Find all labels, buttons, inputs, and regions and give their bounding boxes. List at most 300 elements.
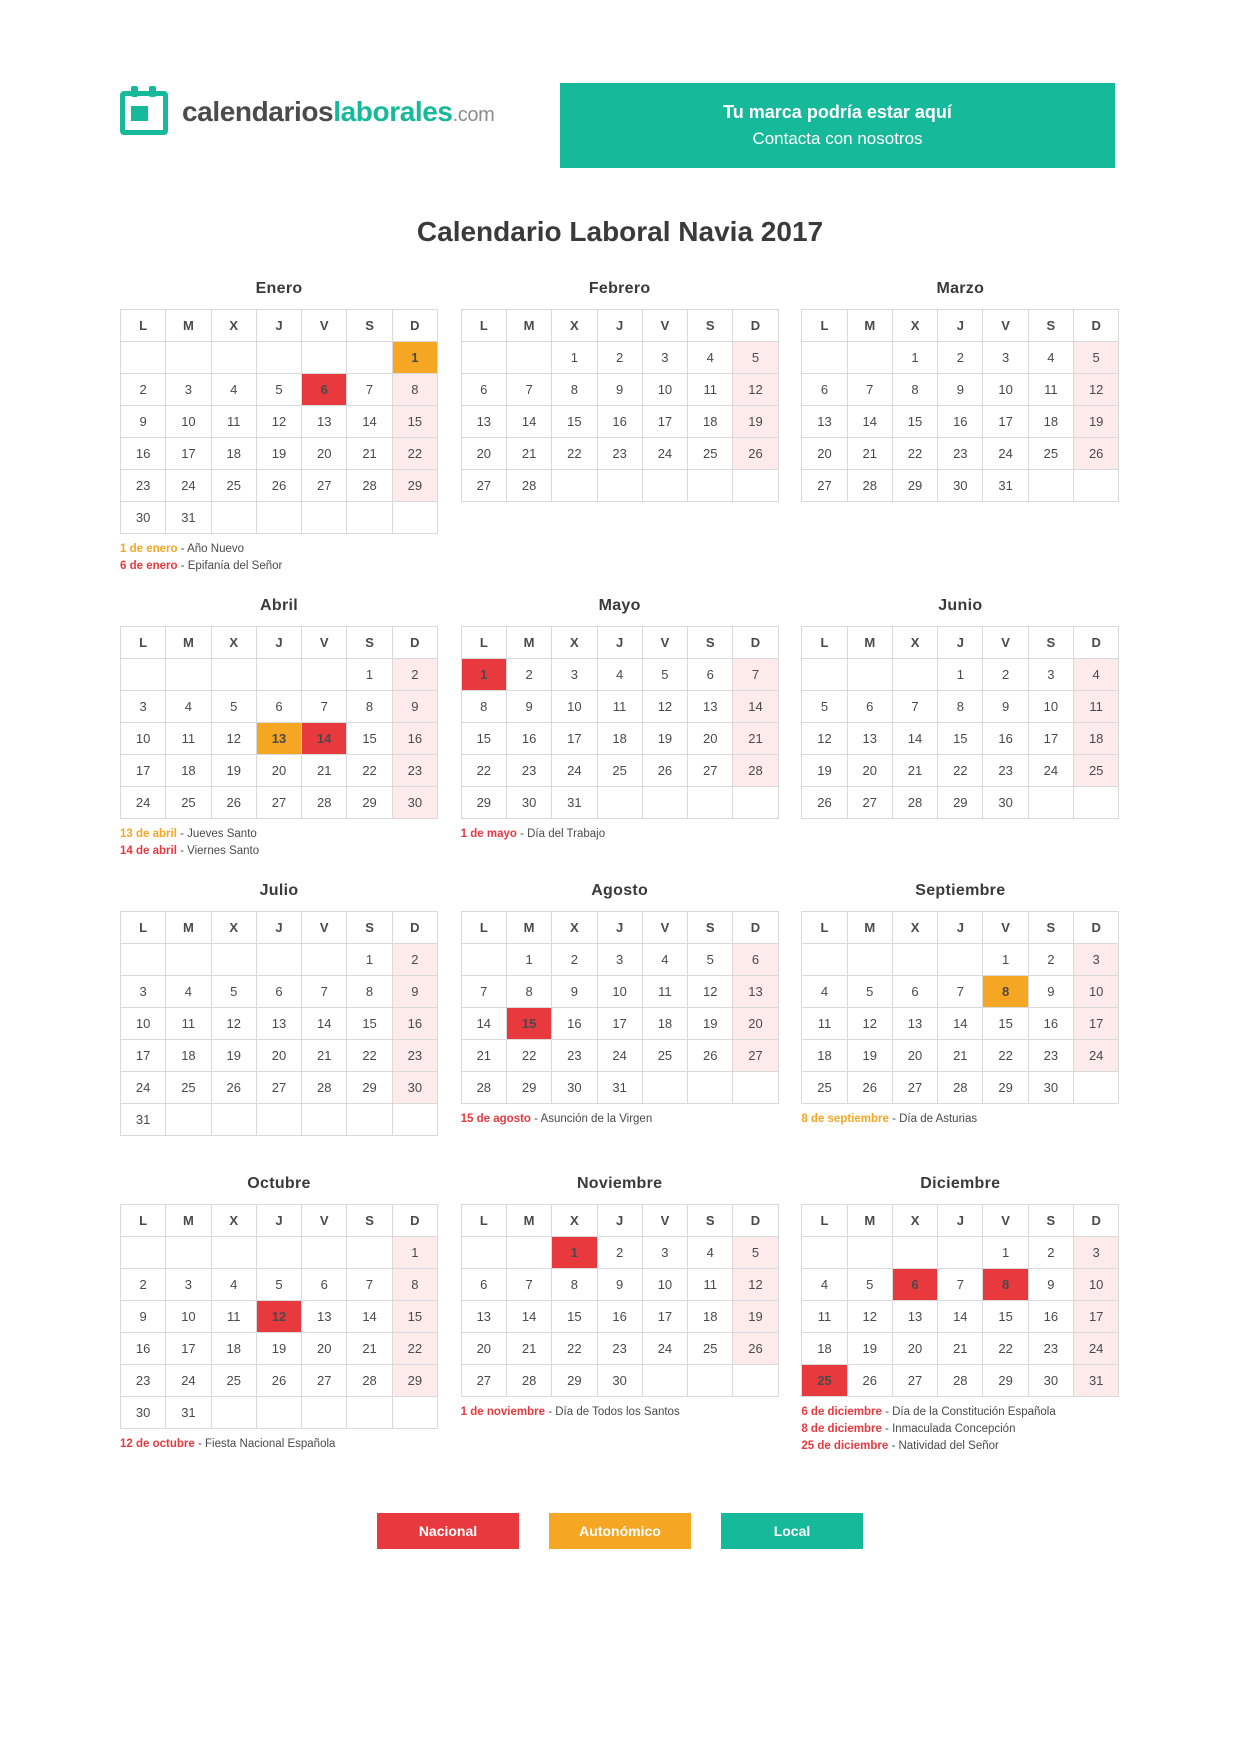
day-cell[interactable]: 9 [597,374,642,406]
holiday-day-cell[interactable]: 6 [302,374,347,406]
day-cell[interactable]: 24 [597,1040,642,1072]
day-cell[interactable]: 25 [802,1072,847,1104]
day-cell[interactable]: 2 [121,374,166,406]
day-cell[interactable]: 22 [552,438,597,470]
day-cell[interactable]: 24 [642,438,687,470]
day-cell[interactable]: 1 [347,944,392,976]
day-cell[interactable]: 14 [506,406,551,438]
day-cell[interactable]: 31 [166,502,211,534]
day-cell[interactable]: 18 [1028,406,1073,438]
day-cell[interactable]: 21 [302,755,347,787]
day-cell[interactable]: 20 [802,438,847,470]
day-cell[interactable]: 18 [688,1301,733,1333]
day-cell[interactable]: 25 [1028,438,1073,470]
day-cell[interactable]: 29 [552,1365,597,1397]
day-cell[interactable]: 4 [597,659,642,691]
day-cell[interactable]: 23 [552,1040,597,1072]
day-cell[interactable]: 24 [121,787,166,819]
day-cell[interactable]: 22 [347,755,392,787]
day-cell[interactable]: 4 [166,976,211,1008]
day-cell[interactable]: 14 [506,1301,551,1333]
holiday-day-cell[interactable]: 1 [392,342,437,374]
day-cell[interactable]: 5 [802,691,847,723]
day-cell[interactable]: 7 [938,1269,983,1301]
day-cell[interactable]: 3 [642,342,687,374]
day-cell[interactable]: 3 [597,944,642,976]
day-cell[interactable]: 15 [892,406,937,438]
day-cell[interactable]: 28 [461,1072,506,1104]
day-cell[interactable]: 18 [642,1008,687,1040]
day-cell[interactable]: 31 [552,787,597,819]
day-cell[interactable]: 18 [802,1333,847,1365]
day-cell[interactable]: 8 [392,1269,437,1301]
day-cell[interactable]: 11 [1074,691,1119,723]
day-cell[interactable]: 15 [392,406,437,438]
day-cell[interactable]: 11 [688,374,733,406]
day-cell[interactable]: 19 [256,438,301,470]
day-cell[interactable]: 2 [938,342,983,374]
day-cell[interactable]: 27 [461,1365,506,1397]
day-cell[interactable]: 1 [347,659,392,691]
day-cell[interactable]: 13 [256,1008,301,1040]
day-cell[interactable]: 22 [983,1333,1028,1365]
day-cell[interactable]: 26 [733,438,778,470]
day-cell[interactable]: 16 [392,723,437,755]
day-cell[interactable]: 21 [733,723,778,755]
day-cell[interactable]: 17 [597,1008,642,1040]
day-cell[interactable]: 2 [1028,944,1073,976]
day-cell[interactable]: 5 [847,976,892,1008]
day-cell[interactable]: 31 [1074,1365,1119,1397]
day-cell[interactable]: 28 [938,1072,983,1104]
day-cell[interactable]: 16 [597,1301,642,1333]
day-cell[interactable]: 19 [733,1301,778,1333]
day-cell[interactable]: 7 [733,659,778,691]
day-cell[interactable]: 18 [597,723,642,755]
legend-item-nacional[interactable]: Nacional [377,1513,519,1549]
day-cell[interactable]: 1 [506,944,551,976]
day-cell[interactable]: 19 [688,1008,733,1040]
day-cell[interactable]: 3 [121,691,166,723]
day-cell[interactable]: 16 [121,1333,166,1365]
day-cell[interactable]: 20 [461,438,506,470]
day-cell[interactable]: 21 [892,755,937,787]
day-cell[interactable]: 9 [121,406,166,438]
day-cell[interactable]: 9 [552,976,597,1008]
day-cell[interactable]: 29 [347,787,392,819]
day-cell[interactable]: 6 [256,691,301,723]
day-cell[interactable]: 2 [506,659,551,691]
day-cell[interactable]: 8 [392,374,437,406]
day-cell[interactable]: 3 [552,659,597,691]
day-cell[interactable]: 9 [1028,976,1073,1008]
day-cell[interactable]: 11 [211,406,256,438]
day-cell[interactable]: 30 [1028,1072,1073,1104]
day-cell[interactable]: 13 [302,406,347,438]
day-cell[interactable]: 21 [938,1333,983,1365]
holiday-day-cell[interactable]: 25 [802,1365,847,1397]
day-cell[interactable]: 10 [1028,691,1073,723]
day-cell[interactable]: 19 [211,1040,256,1072]
day-cell[interactable]: 6 [256,976,301,1008]
day-cell[interactable]: 8 [347,691,392,723]
day-cell[interactable]: 17 [121,755,166,787]
day-cell[interactable]: 8 [552,1269,597,1301]
day-cell[interactable]: 15 [552,406,597,438]
day-cell[interactable]: 31 [166,1397,211,1429]
day-cell[interactable]: 5 [256,1269,301,1301]
day-cell[interactable]: 26 [211,1072,256,1104]
day-cell[interactable]: 29 [347,1072,392,1104]
day-cell[interactable]: 21 [302,1040,347,1072]
day-cell[interactable]: 15 [983,1008,1028,1040]
day-cell[interactable]: 13 [892,1301,937,1333]
day-cell[interactable]: 7 [461,976,506,1008]
day-cell[interactable]: 26 [256,1365,301,1397]
day-cell[interactable]: 5 [688,944,733,976]
day-cell[interactable]: 10 [642,374,687,406]
day-cell[interactable]: 29 [461,787,506,819]
holiday-day-cell[interactable]: 1 [461,659,506,691]
day-cell[interactable]: 6 [847,691,892,723]
day-cell[interactable]: 29 [892,470,937,502]
day-cell[interactable]: 20 [461,1333,506,1365]
holiday-day-cell[interactable]: 14 [302,723,347,755]
day-cell[interactable]: 12 [847,1301,892,1333]
day-cell[interactable]: 23 [392,1040,437,1072]
day-cell[interactable]: 5 [256,374,301,406]
day-cell[interactable]: 7 [506,1269,551,1301]
day-cell[interactable]: 21 [347,1333,392,1365]
day-cell[interactable]: 20 [256,1040,301,1072]
day-cell[interactable]: 20 [847,755,892,787]
day-cell[interactable]: 4 [802,1269,847,1301]
day-cell[interactable]: 4 [688,342,733,374]
day-cell[interactable]: 12 [1074,374,1119,406]
day-cell[interactable]: 22 [392,1333,437,1365]
day-cell[interactable]: 13 [733,976,778,1008]
day-cell[interactable]: 21 [847,438,892,470]
day-cell[interactable]: 23 [597,1333,642,1365]
day-cell[interactable]: 25 [1074,755,1119,787]
day-cell[interactable]: 10 [552,691,597,723]
day-cell[interactable]: 11 [802,1301,847,1333]
day-cell[interactable]: 10 [1074,976,1119,1008]
day-cell[interactable]: 16 [983,723,1028,755]
day-cell[interactable]: 12 [802,723,847,755]
day-cell[interactable]: 15 [347,1008,392,1040]
day-cell[interactable]: 1 [392,1237,437,1269]
day-cell[interactable]: 23 [1028,1040,1073,1072]
day-cell[interactable]: 27 [847,787,892,819]
day-cell[interactable]: 6 [461,374,506,406]
day-cell[interactable]: 4 [1028,342,1073,374]
day-cell[interactable]: 14 [461,1008,506,1040]
day-cell[interactable]: 8 [347,976,392,1008]
day-cell[interactable]: 6 [892,976,937,1008]
day-cell[interactable]: 9 [392,976,437,1008]
day-cell[interactable]: 26 [1074,438,1119,470]
day-cell[interactable]: 3 [642,1237,687,1269]
holiday-day-cell[interactable]: 8 [983,1269,1028,1301]
day-cell[interactable]: 3 [166,1269,211,1301]
day-cell[interactable]: 30 [392,1072,437,1104]
day-cell[interactable]: 7 [938,976,983,1008]
day-cell[interactable]: 16 [121,438,166,470]
day-cell[interactable]: 17 [121,1040,166,1072]
day-cell[interactable]: 9 [1028,1269,1073,1301]
day-cell[interactable]: 22 [938,755,983,787]
day-cell[interactable]: 26 [802,787,847,819]
day-cell[interactable]: 5 [211,976,256,1008]
day-cell[interactable]: 17 [983,406,1028,438]
day-cell[interactable]: 24 [166,470,211,502]
day-cell[interactable]: 14 [938,1008,983,1040]
day-cell[interactable]: 26 [211,787,256,819]
day-cell[interactable]: 28 [847,470,892,502]
day-cell[interactable]: 5 [733,1237,778,1269]
day-cell[interactable]: 17 [642,1301,687,1333]
day-cell[interactable]: 21 [506,438,551,470]
day-cell[interactable]: 26 [847,1072,892,1104]
day-cell[interactable]: 25 [166,1072,211,1104]
day-cell[interactable]: 29 [983,1365,1028,1397]
day-cell[interactable]: 7 [506,374,551,406]
day-cell[interactable]: 31 [983,470,1028,502]
day-cell[interactable]: 28 [892,787,937,819]
day-cell[interactable]: 25 [211,1365,256,1397]
day-cell[interactable]: 30 [938,470,983,502]
day-cell[interactable]: 24 [1074,1040,1119,1072]
day-cell[interactable]: 14 [302,1008,347,1040]
day-cell[interactable]: 27 [302,1365,347,1397]
day-cell[interactable]: 15 [983,1301,1028,1333]
day-cell[interactable]: 6 [802,374,847,406]
day-cell[interactable]: 30 [392,787,437,819]
day-cell[interactable]: 15 [461,723,506,755]
day-cell[interactable]: 11 [1028,374,1073,406]
day-cell[interactable]: 22 [983,1040,1028,1072]
day-cell[interactable]: 11 [166,1008,211,1040]
day-cell[interactable]: 27 [892,1072,937,1104]
day-cell[interactable]: 7 [302,976,347,1008]
day-cell[interactable]: 25 [688,438,733,470]
day-cell[interactable]: 8 [552,374,597,406]
day-cell[interactable]: 23 [121,470,166,502]
day-cell[interactable]: 23 [938,438,983,470]
day-cell[interactable]: 2 [392,944,437,976]
day-cell[interactable]: 23 [983,755,1028,787]
day-cell[interactable]: 3 [1028,659,1073,691]
day-cell[interactable]: 13 [461,1301,506,1333]
day-cell[interactable]: 10 [166,406,211,438]
day-cell[interactable]: 18 [211,1333,256,1365]
day-cell[interactable]: 28 [506,470,551,502]
day-cell[interactable]: 1 [983,944,1028,976]
day-cell[interactable]: 20 [302,1333,347,1365]
day-cell[interactable]: 17 [166,438,211,470]
day-cell[interactable]: 2 [597,1237,642,1269]
day-cell[interactable]: 9 [597,1269,642,1301]
day-cell[interactable]: 1 [983,1237,1028,1269]
holiday-day-cell[interactable]: 8 [983,976,1028,1008]
day-cell[interactable]: 9 [392,691,437,723]
day-cell[interactable]: 2 [1028,1237,1073,1269]
day-cell[interactable]: 19 [256,1333,301,1365]
day-cell[interactable]: 4 [688,1237,733,1269]
day-cell[interactable]: 8 [461,691,506,723]
day-cell[interactable]: 11 [166,723,211,755]
day-cell[interactable]: 8 [892,374,937,406]
day-cell[interactable]: 28 [302,1072,347,1104]
day-cell[interactable]: 15 [938,723,983,755]
day-cell[interactable]: 24 [552,755,597,787]
day-cell[interactable]: 26 [733,1333,778,1365]
day-cell[interactable]: 16 [1028,1008,1073,1040]
day-cell[interactable]: 25 [597,755,642,787]
day-cell[interactable]: 17 [166,1333,211,1365]
day-cell[interactable]: 5 [642,659,687,691]
day-cell[interactable]: 24 [121,1072,166,1104]
day-cell[interactable]: 29 [938,787,983,819]
day-cell[interactable]: 27 [302,470,347,502]
day-cell[interactable]: 2 [552,944,597,976]
day-cell[interactable]: 11 [688,1269,733,1301]
day-cell[interactable]: 20 [892,1040,937,1072]
day-cell[interactable]: 10 [121,723,166,755]
day-cell[interactable]: 3 [121,976,166,1008]
day-cell[interactable]: 1 [938,659,983,691]
day-cell[interactable]: 22 [552,1333,597,1365]
day-cell[interactable]: 16 [597,406,642,438]
day-cell[interactable]: 27 [733,1040,778,1072]
day-cell[interactable]: 8 [506,976,551,1008]
day-cell[interactable]: 6 [461,1269,506,1301]
day-cell[interactable]: 25 [642,1040,687,1072]
day-cell[interactable]: 1 [892,342,937,374]
day-cell[interactable]: 5 [847,1269,892,1301]
day-cell[interactable]: 28 [733,755,778,787]
day-cell[interactable]: 9 [121,1301,166,1333]
day-cell[interactable]: 23 [597,438,642,470]
day-cell[interactable]: 9 [938,374,983,406]
holiday-day-cell[interactable]: 1 [552,1237,597,1269]
day-cell[interactable]: 26 [688,1040,733,1072]
day-cell[interactable]: 15 [552,1301,597,1333]
day-cell[interactable]: 6 [688,659,733,691]
day-cell[interactable]: 2 [597,342,642,374]
day-cell[interactable]: 10 [642,1269,687,1301]
day-cell[interactable]: 23 [1028,1333,1073,1365]
day-cell[interactable]: 18 [166,1040,211,1072]
day-cell[interactable]: 30 [1028,1365,1073,1397]
day-cell[interactable]: 14 [347,1301,392,1333]
day-cell[interactable]: 16 [938,406,983,438]
day-cell[interactable]: 14 [847,406,892,438]
day-cell[interactable]: 17 [1074,1008,1119,1040]
day-cell[interactable]: 19 [802,755,847,787]
day-cell[interactable]: 3 [166,374,211,406]
day-cell[interactable]: 14 [892,723,937,755]
day-cell[interactable]: 10 [983,374,1028,406]
day-cell[interactable]: 28 [347,470,392,502]
day-cell[interactable]: 27 [802,470,847,502]
day-cell[interactable]: 12 [211,723,256,755]
holiday-day-cell[interactable]: 15 [506,1008,551,1040]
day-cell[interactable]: 27 [461,470,506,502]
day-cell[interactable]: 10 [1074,1269,1119,1301]
day-cell[interactable]: 23 [121,1365,166,1397]
day-cell[interactable]: 19 [642,723,687,755]
day-cell[interactable]: 24 [983,438,1028,470]
day-cell[interactable]: 4 [211,1269,256,1301]
day-cell[interactable]: 9 [983,691,1028,723]
day-cell[interactable]: 17 [1074,1301,1119,1333]
day-cell[interactable]: 30 [552,1072,597,1104]
day-cell[interactable]: 2 [983,659,1028,691]
day-cell[interactable]: 18 [166,755,211,787]
day-cell[interactable]: 10 [597,976,642,1008]
day-cell[interactable]: 12 [256,406,301,438]
holiday-day-cell[interactable]: 12 [256,1301,301,1333]
day-cell[interactable]: 4 [642,944,687,976]
day-cell[interactable]: 22 [506,1040,551,1072]
day-cell[interactable]: 7 [347,374,392,406]
ad-banner[interactable] [560,83,1115,168]
day-cell[interactable]: 22 [892,438,937,470]
day-cell[interactable]: 2 [392,659,437,691]
day-cell[interactable]: 16 [1028,1301,1073,1333]
day-cell[interactable]: 14 [938,1301,983,1333]
day-cell[interactable]: 25 [211,470,256,502]
day-cell[interactable]: 28 [506,1365,551,1397]
site-logo[interactable] [120,86,520,138]
day-cell[interactable]: 7 [347,1269,392,1301]
day-cell[interactable]: 28 [938,1365,983,1397]
day-cell[interactable]: 24 [166,1365,211,1397]
day-cell[interactable]: 12 [733,1269,778,1301]
day-cell[interactable]: 3 [983,342,1028,374]
day-cell[interactable]: 7 [302,691,347,723]
day-cell[interactable]: 13 [847,723,892,755]
day-cell[interactable]: 15 [347,723,392,755]
day-cell[interactable]: 25 [166,787,211,819]
day-cell[interactable]: 28 [302,787,347,819]
day-cell[interactable]: 19 [211,755,256,787]
day-cell[interactable]: 20 [892,1333,937,1365]
day-cell[interactable]: 30 [121,502,166,534]
day-cell[interactable]: 1 [552,342,597,374]
day-cell[interactable]: 20 [733,1008,778,1040]
day-cell[interactable]: 7 [892,691,937,723]
day-cell[interactable]: 13 [688,691,733,723]
day-cell[interactable]: 13 [302,1301,347,1333]
day-cell[interactable]: 28 [347,1365,392,1397]
day-cell[interactable]: 26 [256,470,301,502]
legend-item-autonomico[interactable]: Autonómico [549,1513,691,1549]
day-cell[interactable]: 24 [1028,755,1073,787]
day-cell[interactable]: 27 [892,1365,937,1397]
day-cell[interactable]: 23 [506,755,551,787]
day-cell[interactable]: 21 [506,1333,551,1365]
day-cell[interactable]: 23 [392,755,437,787]
day-cell[interactable]: 20 [302,438,347,470]
day-cell[interactable]: 21 [938,1040,983,1072]
day-cell[interactable]: 6 [733,944,778,976]
day-cell[interactable]: 18 [688,406,733,438]
day-cell[interactable]: 31 [597,1072,642,1104]
day-cell[interactable]: 12 [688,976,733,1008]
